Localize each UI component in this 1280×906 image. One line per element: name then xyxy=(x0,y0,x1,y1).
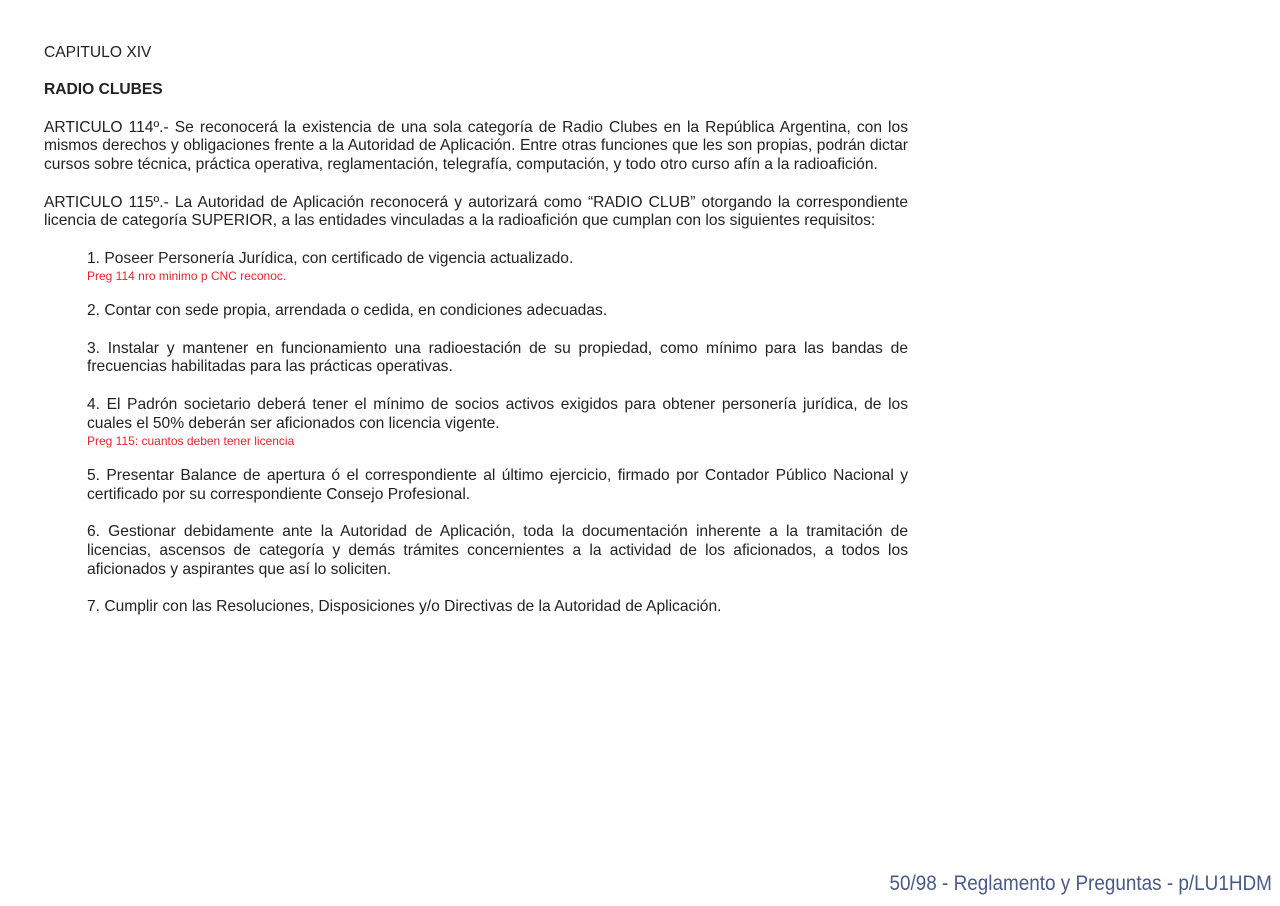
article-115: ARTICULO 115º.- La Autoridad de Aplicación reconocerá y autorizará como “RADIO CLUB” otorgando la correspondiente licencia de categoría SUPERIOR, a las entidades vinculadas a la radioafición que cumplan con los siguientes requisitos: xyxy=(44,193,908,230)
requirement-item-5: 5. Presentar Balance de apertura ó el correspondiente al último ejercicio, firmado por Contador Público Nacional y certificado por su correspondiente Consejo Profesional. xyxy=(87,467,908,503)
article-114: ARTICULO 114º.- Se reconocerá la existencia de una sola categoría de Radio Clubes en la República Argentina, con los mismos derechos y obligaciones frente a la Autoridad de Aplicación. Entre otras funciones que les son propias, podrán dictar cursos sobre técnica, práctica operativa, reglamentación, telegrafía, computación, y todo otro curso afín a la radioafición. xyxy=(44,118,908,174)
page-footer: 50/98 - Reglamento y Preguntas - p/LU1HDM xyxy=(889,872,1272,895)
requirement-item-3: 3. Instalar y mantener en funcionamiento una radioestación de su propiedad, como mínimo para las bandas de frecuencias habilitadas para las prácticas operativas. xyxy=(87,339,908,376)
question-note-114: Preg 114 nro minimo p CNC reconoc. xyxy=(87,269,287,284)
requirement-item-1: 1. Poseer Personería Jurídica, con certificado de vigencia actualizado. xyxy=(87,249,574,267)
requirements-list xyxy=(87,250,908,617)
requirement-item-4: 4. El Padrón societario deberá tener el mínimo de socios activos exigidos para obtener personería jurídica, de los cuales el 50% deberán ser aficionados con licencia vigente. xyxy=(87,395,908,432)
requirement-item-6: 6. Gestionar debidamente ante la Autoridad de Aplicación, toda la documentación inherente a la tramitación de licencias, ascensos de categoría y demás trámites concernientes a la actividad de los aficionados, a todos los aficionados y aspirantes que así lo soliciten. xyxy=(87,523,908,578)
chapter-heading: CAPITULO XIV xyxy=(44,44,152,61)
requirement-item-2: 2. Contar con sede propia, arrendada o cedida, en condiciones adecuadas. xyxy=(87,302,608,320)
section-title: RADIO CLUBES xyxy=(44,81,163,99)
page-content xyxy=(44,44,908,636)
requirement-item-7: 7. Cumplir con las Resoluciones, Disposiciones y/o Directivas de la Autoridad de Aplicación. xyxy=(87,598,722,616)
question-note-115: Preg 115: cuantos deben tener licencia xyxy=(87,434,295,449)
